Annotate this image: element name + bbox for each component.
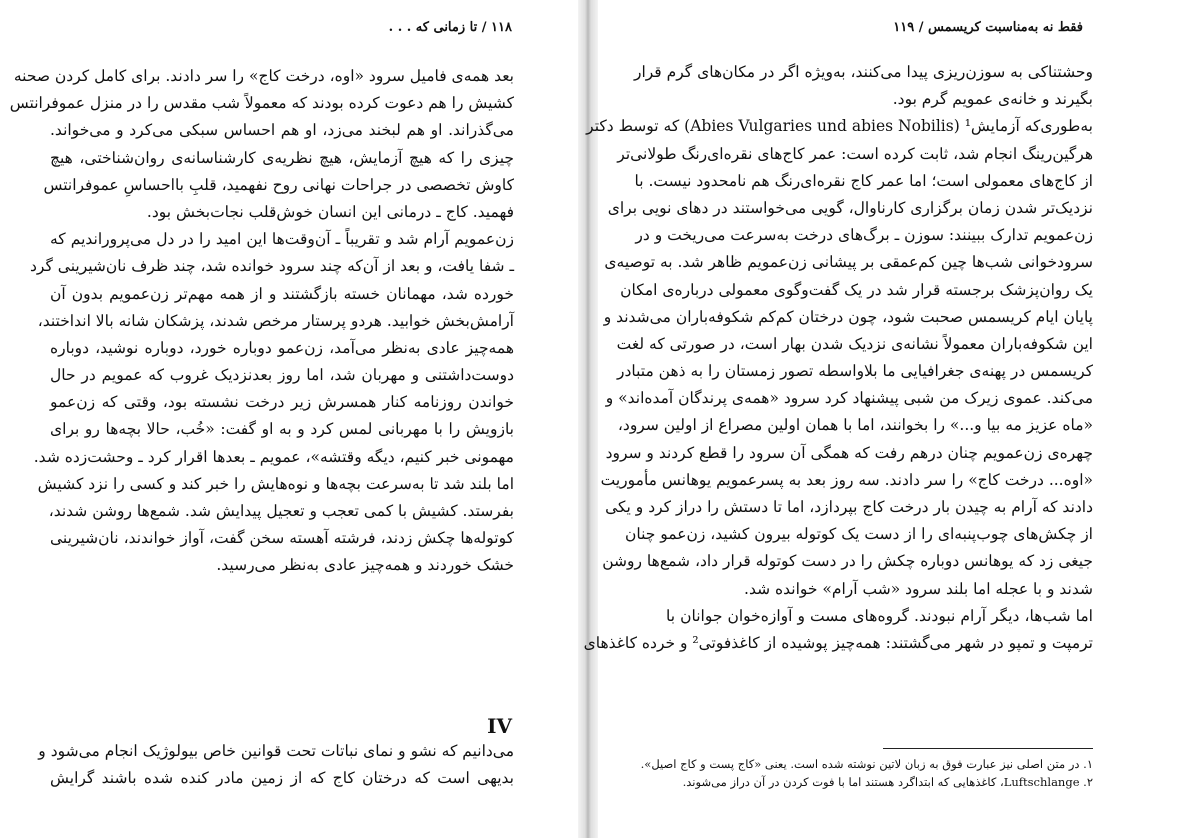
text-line: چهره‌ی زن‌عمویم چنان درهم رفت که همگی آن سرود را قطع کردند و سرود [605, 443, 1093, 462]
section-body-text [38, 738, 514, 792]
text-line: همه‌چیز عادی به‌نظر می‌آمد، زن‌عمو دوباره خورد، دوباره نوشید، دوباره [50, 338, 514, 357]
text-line: به‌طوری‌که آزمایش¹ (Abies Vulgaries und abies Nobilis) که توسط دکتر [586, 117, 1093, 136]
text-line: دوست‌داشتنی و مهربان شد، اما روز بعدنزدیک غروب که عمویم در حال [50, 366, 514, 385]
text-line: بدیهی است که درختان کاج که از زمین مادر کنده شده باشند گرایش [50, 769, 514, 788]
text-line: هرگین‌رینگ انجام شد، ثابت کرده است: عمر کاج‌های نقره‌ای‌رنگ طولانی‌تر [617, 144, 1093, 163]
text-line: کشیش را هم دعوت کرده بودند که معمولاً شب مقدس را در منزل عموفرانتس [9, 94, 514, 113]
text-line: نزدیک‌تر شدن زمان برگزاری کارناوال، گویی می‌خواستند در دهای نویی برای [607, 198, 1093, 217]
text-line: خشک خوردند و همه‌چیز عادی به‌نظر می‌رسید. [216, 556, 514, 575]
text-line: «اوه... درخت کاج» را سر دادند. سه روز بعد به پسرعمویم یوهانس مأموریت [600, 470, 1093, 489]
text-line: وحشتناکی به سوزن‌ریزی پیدا می‌کنند، به‌ویژه اگر در مکان‌های گرم قرار [633, 63, 1093, 81]
text-line: کوتوله‌ها چکش زدند، فرشته آهسته سخن گفت، آواز خواندند، نان‌شیرینی [50, 529, 514, 548]
text-line: «ماه عزیز مه بیا و...» را بخوانند، اما با همان اولین مصراع از اولین سرود، [617, 416, 1093, 435]
text-line: خورده شد، مهمانان خسته بازگشتند و از همه مهم‌تر زن‌عمویم بدون آن [50, 284, 514, 303]
left-page [0, 0, 578, 838]
text-line: چیزی را که هیچ آزمایش، هیچ نظریه‌ی کارشناسانه‌ی روان‌شناختی، هیچ [50, 148, 514, 167]
text-line: از کاج‌های معمولی است؛ اما عمر کاج نقره‌ای‌رنگ هم نامحدود نیست. با [634, 171, 1093, 190]
text-line: از چکش‌های چوب‌پنبه‌ای را از دست یک کوتوله بیرون کشید، زن‌عمو چنان [624, 525, 1093, 544]
text-line: شدند و با عجله اما بلند سرود «شب آرام» خوانده شد. [744, 579, 1093, 598]
footnote-separator [883, 748, 1093, 749]
text-line: اما شب‌ها، دیگر آرام نبودند. گروه‌های مست و آوازه‌خوان جوانان با [666, 606, 1093, 625]
text-line: این شکوفه‌باران معمولاً نشانه‌ی نزدیک شدن بهار است، در صورتی که لغت [616, 334, 1093, 353]
text-line: می‌کند. عموی زیرک من شبی پیشنهاد کرد سرود «همه‌ی پرندگان آمده‌اند» و [605, 389, 1093, 408]
text-line: بعد همه‌ی فامیل سرود «اوه، درخت کاج» را سر دادند. برای کامل کردن صحنه [13, 67, 514, 85]
right-body-text [583, 59, 1093, 657]
right-page [583, 0, 1183, 838]
text-line: می‌گذراند. او هم لبخند می‌زد، او هم احساس سبکی می‌کرد و می‌خواند. [50, 121, 514, 140]
text-line: بفرستد. کشیش با کمی تعجب و تعجیل پیدایش شد. شمع‌ها روشن شدند، [48, 502, 514, 520]
text-line: فهمید. کاج ـ درمانی این انسان خوش‌قلب نجات‌بخش بود. [146, 202, 514, 221]
footnotes [640, 755, 1093, 791]
text-line: مهمونی خبر کنیم، دیگه وقتشه»، عمویم ـ بعدها اقرار کرد ـ وحشت‌زده شد. [33, 447, 514, 466]
text-line: جیغی زد که یوهانس دوباره چکش را در دست کوتوله قرار داد، شمع‌ها روشن [602, 552, 1093, 571]
text-line: بازویش را با مهربانی لمس کرد و به او گفت: «خُب، حالا بچه‌ها رو برای [50, 420, 514, 439]
text-line: خواندن روزنامه کنار همسرش زیر درخت نشسته بود، وقتی که زن‌عمو [50, 393, 514, 412]
text-line: یک روان‌پزشک برجسته قرار شد در یک گفت‌وگوی معمولی درباره‌ی امکان [620, 280, 1093, 299]
text-line: بگیرند و خانه‌ی عمویم گرم بود. [892, 90, 1093, 109]
text-line: سرودخوانی شب‌ها چین کم‌عمقی بر پیشانی زن‌عمویم ظاهر شد. به توصیه‌ی [604, 253, 1093, 272]
text-line: اما بلند شد تا به‌سرعت بچه‌ها و نوه‌هایش را خبر کند و کسی را نزد کشیش [37, 474, 514, 493]
text-line: دادند که آرام به چیدن بار درخت کاج بپردازد، اما تا دستش را دراز کرد و یکی [605, 498, 1093, 516]
text-line: آرامش‌بخش خوابید. هردو پرستار مرخص شدند، پزشکان شانه بالا انداختند، [37, 311, 514, 330]
text-line: می‌دانیم که نشو و نمای نباتات تحت قوانین خاص بیولوژیک انجام می‌شود و [38, 742, 514, 760]
text-line: زن‌عمویم آرام شد و تقریباً ـ آن‌وقت‌ها این امید را در دل می‌پروراندیم که [50, 230, 514, 249]
text-line: ـ شفا یافت، و بعد از آن‌که چند سرود خوانده شد، چند ظرف نان‌شیرینی گرد [30, 257, 514, 276]
section-heading: IV [487, 714, 512, 738]
footnote-2: ۲. Luftschlange، کاغذهایی که ابتداگرد هستند اما با فوت کردن در آن دراز می‌شوند. [682, 775, 1093, 789]
text-line: پایان ایام کریسمس صحبت شود، چون درختان کم‌کم شکوفه‌باران می‌شدند و [603, 307, 1093, 326]
text-line: زن‌عمویم تدارک ببینند: سوزن ـ برگ‌های درخت به‌سرعت می‌ریخت و در [635, 226, 1093, 245]
left-running-head: ۱۱۸ / تا زمانی که . . . [388, 20, 512, 35]
footnote-1: ۱. در متن اصلی نیز عبارت فوق به زبان لاتین نوشته شده است. یعنی «کاج پست و کاج اصیل». [640, 757, 1093, 771]
right-running-head: فقط نه به‌مناسبت کریسمس / ۱۱۹ [893, 20, 1083, 35]
text-line: کاوش تخصصی در جراحات نهانی روح نفهمید، قلبِ بااحساسِ عموفرانتس [43, 175, 514, 194]
text-line: ترمپت و تمپو در شهر می‌گشتند: همه‌چیز پوشیده از کاغذفوتی² و خرده کاغذهای [583, 633, 1093, 652]
text-line: کریسمس در پهنه‌ی جغرافیایی ما بلاواسطه تصور زمستان را به ذهن متبادر [616, 362, 1093, 381]
left-body-text [9, 63, 514, 580]
